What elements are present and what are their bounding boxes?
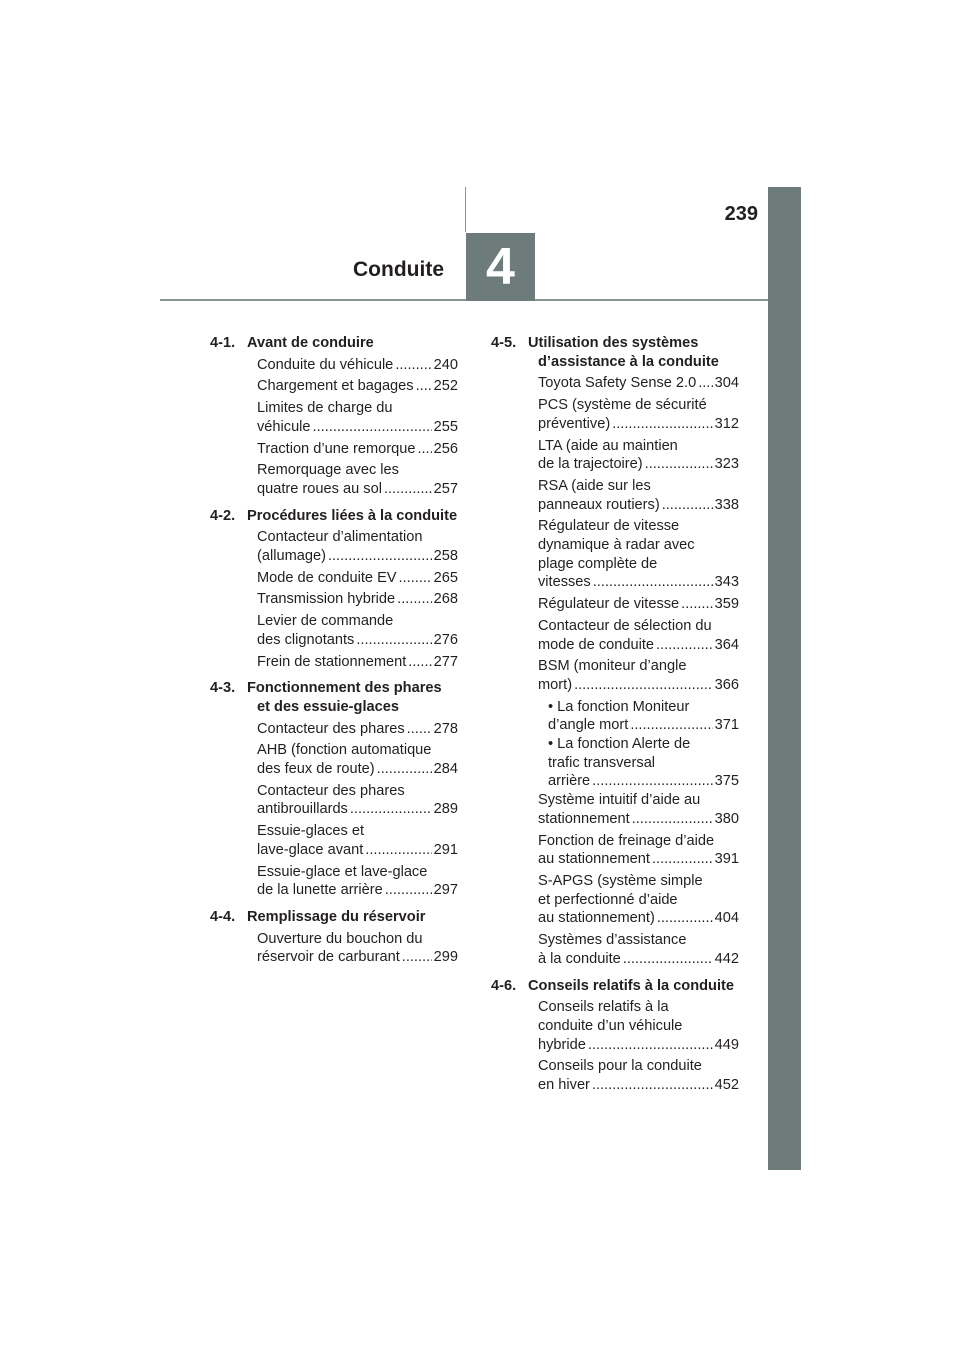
- chapter-title: Conduite: [353, 258, 444, 281]
- toc-entry-text: Essuie-glaces et: [257, 823, 365, 840]
- toc-entry-text: en hiver: [538, 1077, 590, 1094]
- dot-leader: [630, 716, 712, 735]
- section-spacer: [210, 970, 458, 975]
- dot-leader: [698, 374, 712, 393]
- toc-entry-line: [257, 377, 458, 396]
- toc-page-number[interactable]: 284: [433, 761, 458, 778]
- toc-entry[interactable]: [528, 931, 739, 968]
- toc-entry[interactable]: [528, 832, 739, 869]
- toc-entry-line: [548, 716, 739, 735]
- dot-leader: [416, 377, 432, 396]
- toc-page-number[interactable]: 255: [433, 418, 458, 435]
- toc-entry[interactable]: [528, 657, 739, 694]
- toc-page-number[interactable]: 359: [714, 596, 739, 613]
- toc-entry-line: [538, 595, 739, 614]
- toc-entry-text: lave-glace avant: [257, 841, 364, 858]
- toc-page-number[interactable]: 304: [714, 375, 739, 392]
- toc-entry-text: arrière: [548, 773, 591, 790]
- toc-entry-line: [538, 496, 739, 515]
- section-title: Utilisation des systèmes d’assistance à la conduite: [528, 335, 719, 370]
- toc-entry[interactable]: [528, 1057, 739, 1094]
- section-heading[interactable]: [210, 908, 458, 927]
- toc-page-number[interactable]: 312: [714, 415, 739, 432]
- chapter-side-tab: [768, 187, 801, 1170]
- toc-entry-line: [257, 590, 458, 609]
- section-number: 4-2.: [210, 507, 236, 524]
- section-number: 4-3.: [210, 680, 236, 697]
- toc-entry-text: antibrouillards: [257, 801, 348, 818]
- toc-page-number[interactable]: 449: [714, 1036, 739, 1053]
- toc-entry-line: [257, 841, 458, 860]
- dot-leader: [657, 909, 713, 928]
- toc-entry-text: Contacteur d’alimentation: [257, 529, 423, 546]
- header-divider-horizontal: [160, 299, 768, 301]
- toc-entry-text: à la conduite: [538, 950, 621, 967]
- toc-entry-text: des clignotants: [257, 631, 355, 648]
- toc-page-number[interactable]: 343: [714, 574, 739, 591]
- toc-entry-text: • La fonction Alerte de: [548, 736, 691, 753]
- header-divider-vertical: [465, 187, 466, 232]
- toc-entry-text: Contacteur des phares: [257, 782, 405, 799]
- dot-leader: [652, 850, 713, 869]
- toc-page-number[interactable]: 404: [714, 910, 739, 927]
- toc-entry-text: de la trajectoire): [538, 456, 643, 473]
- dot-leader: [612, 415, 712, 434]
- toc-entry-line: [548, 772, 739, 791]
- toc-entry[interactable]: [247, 930, 458, 967]
- toc-entry[interactable]: [247, 461, 458, 498]
- toc-entry-text: Ouverture du bouchon du: [257, 930, 423, 947]
- section-title: Procédures liées à la conduite: [247, 507, 458, 524]
- toc-entry-text: des feux de route): [257, 761, 375, 778]
- dot-leader: [623, 950, 713, 969]
- toc-entry-text: stationnement: [538, 810, 630, 827]
- toc-page-number[interactable]: 277: [433, 653, 458, 670]
- toc-entry-text: RSA (aide sur les: [538, 477, 651, 494]
- toc-entry-text: PCS (système de sécurité: [538, 397, 707, 414]
- toc-entry-text: hybride: [538, 1036, 586, 1053]
- toc-entry[interactable]: [247, 720, 458, 739]
- toc-entry[interactable]: [528, 617, 739, 654]
- toc-entry-text: (allumage): [257, 548, 326, 565]
- toc-entry-text: Transmission hybride: [257, 591, 396, 608]
- section-heading[interactable]: [210, 334, 458, 353]
- dot-leader: [395, 356, 431, 375]
- dot-leader: [593, 573, 713, 592]
- toc-entry[interactable]: [247, 440, 458, 459]
- section-title: Remplissage du réservoir: [247, 908, 426, 925]
- toc-page-number[interactable]: 452: [714, 1077, 739, 1094]
- dot-leader: [399, 569, 432, 588]
- toc-entry-text: plage complète de: [538, 555, 658, 572]
- toc-entry-text: de la lunette arrière: [257, 882, 383, 899]
- toc-entry-text: Contacteur des phares: [257, 720, 405, 737]
- toc-entry[interactable]: [528, 396, 739, 433]
- toc-sub-entry[interactable]: [528, 698, 739, 735]
- section-heading[interactable]: [491, 334, 739, 371]
- toc-entry[interactable]: [247, 356, 458, 375]
- dot-leader: [397, 590, 431, 609]
- toc-entry[interactable]: [528, 374, 739, 393]
- dot-leader: [365, 841, 431, 860]
- toc-entry-line: [257, 440, 458, 459]
- toc-entry[interactable]: [247, 822, 458, 859]
- section-spacer: [491, 1098, 739, 1103]
- dot-leader: [592, 772, 712, 791]
- toc-entry-line: [538, 1036, 739, 1055]
- toc-entry-line: [257, 418, 458, 437]
- toc-entry-line: [538, 573, 739, 592]
- toc-entry-text: AHB (fonction automatique: [257, 742, 432, 759]
- toc-entry-text: Mode de conduite EV: [257, 569, 397, 586]
- toc-entry[interactable]: [247, 569, 458, 588]
- toc-entry-text: Levier de commande: [257, 613, 394, 630]
- toc-entry[interactable]: [528, 872, 739, 928]
- dot-leader: [350, 800, 432, 819]
- toc-entry[interactable]: [247, 377, 458, 396]
- section-number: 4-6.: [491, 977, 517, 994]
- toc-entry-text: Contacteur de sélection du: [538, 617, 712, 634]
- toc-entry-text: dynamique à radar avec: [538, 537, 695, 554]
- toc-entry[interactable]: [247, 782, 458, 819]
- chapter-number-box: 4: [466, 233, 535, 301]
- toc-entry-text: Traction d’une remorque: [257, 440, 416, 457]
- toc-entry-line: [257, 948, 458, 967]
- toc-entry[interactable]: [247, 653, 458, 672]
- toc-entry-line: [538, 909, 739, 928]
- toc-right-column: [491, 334, 739, 1103]
- section-heading[interactable]: [210, 507, 458, 526]
- toc-entry-text: Régulateur de vitesse: [538, 596, 680, 613]
- toc-entry-text: LTA (aide au maintien: [538, 437, 678, 454]
- toc-entry[interactable]: [247, 399, 458, 436]
- section-number: 4-1.: [210, 335, 236, 351]
- toc-page-number[interactable]: 442: [714, 950, 739, 967]
- toc-page-number[interactable]: 375: [714, 773, 739, 790]
- dot-leader: [407, 720, 432, 739]
- section-number: 4-5.: [491, 335, 517, 351]
- toc-entry-text: d’angle mort: [548, 717, 629, 734]
- toc-entry-line: [257, 480, 458, 499]
- toc-entry-line: [257, 760, 458, 779]
- toc-entry-text: Remorquage avec les: [257, 462, 399, 479]
- toc-entry-text: Conseils pour la conduite: [538, 1058, 702, 1075]
- toc-entry-text: véhicule: [257, 418, 311, 435]
- toc-entry[interactable]: [247, 741, 458, 778]
- toc-page-number[interactable]: 364: [714, 636, 739, 653]
- section-title: Avant de conduire: [247, 335, 374, 351]
- dot-leader: [385, 881, 432, 900]
- dot-leader: [632, 810, 713, 829]
- toc-entry-text: Régulateur de vitesse: [538, 518, 680, 535]
- toc-page-number[interactable]: 380: [714, 810, 739, 827]
- toc-page-number[interactable]: 268: [433, 591, 458, 608]
- toc-entry-line: [257, 569, 458, 588]
- toc-entry-text: S-APGS (système simple: [538, 872, 703, 889]
- toc-entry[interactable]: [528, 477, 739, 514]
- toc-page-number[interactable]: 240: [433, 356, 458, 373]
- toc-page-number[interactable]: 371: [714, 717, 739, 734]
- toc-entry-text: Conduite du véhicule: [257, 356, 394, 373]
- toc-page-number[interactable]: 276: [433, 631, 458, 648]
- toc-page-number[interactable]: 278: [433, 720, 458, 737]
- toc-entry-text: réservoir de carburant: [257, 949, 400, 966]
- toc-entry[interactable]: [247, 863, 458, 900]
- toc-entry-line: [257, 881, 458, 900]
- toc-entry-text: Chargement et bagages: [257, 378, 414, 395]
- toc-page-number[interactable]: 291: [433, 841, 458, 858]
- dot-leader: [662, 496, 713, 515]
- toc-entry-line: [538, 810, 739, 829]
- toc-entry-line: [538, 374, 739, 393]
- toc-page-number[interactable]: 338: [714, 496, 739, 513]
- dot-leader: [417, 440, 431, 459]
- toc-entry-text: Système intuitif d’aide au: [538, 792, 701, 809]
- toc-entry[interactable]: [528, 595, 739, 614]
- toc-left-column: [210, 334, 458, 975]
- toc-page-number[interactable]: 366: [714, 676, 739, 693]
- toc-entry-text: mort): [538, 676, 573, 693]
- toc-entry-line: [538, 415, 739, 434]
- dot-leader: [313, 418, 432, 437]
- dot-leader: [384, 480, 432, 499]
- toc-entry-text: au stationnement): [538, 910, 655, 927]
- toc-entry-text: • La fonction Moniteur: [548, 698, 690, 715]
- toc-entry-line: [538, 950, 739, 969]
- dot-leader: [645, 455, 713, 474]
- section-heading[interactable]: [210, 679, 458, 716]
- toc-page-number[interactable]: 323: [714, 456, 739, 473]
- toc-entry[interactable]: [247, 528, 458, 565]
- section-heading[interactable]: [491, 977, 739, 996]
- toc-entry-line: [257, 356, 458, 375]
- dot-leader: [681, 595, 712, 614]
- toc-entry-text: trafic transversal: [548, 754, 656, 771]
- toc-entry-text: Fonction de freinage d’aide: [538, 832, 715, 849]
- toc-sub-entry[interactable]: [528, 735, 739, 791]
- page-number: 239: [724, 203, 758, 225]
- toc-entry-line: [257, 800, 458, 819]
- toc-entry-line: [538, 850, 739, 869]
- dot-leader: [588, 1036, 713, 1055]
- toc-entry-text: vitesses: [538, 574, 591, 591]
- toc-entry-text: et perfectionné d’aide: [538, 891, 678, 908]
- toc-entry-line: [257, 720, 458, 739]
- toc-entry-text: Toyota Safety Sense 2.0: [538, 375, 697, 392]
- toc-entry-text: conduite d’un véhicule: [538, 1017, 683, 1034]
- dot-leader: [574, 676, 713, 695]
- toc-entry-text: Frein de stationnement: [257, 653, 407, 670]
- toc-entry[interactable]: [247, 590, 458, 609]
- dot-leader: [656, 636, 713, 655]
- section-number: 4-4.: [210, 908, 236, 925]
- toc-entry-text: quatre roues au sol: [257, 480, 382, 497]
- dot-leader: [328, 547, 432, 566]
- section-title: Fonctionnement des phares et des essuie-glaces: [247, 680, 442, 715]
- toc-entry[interactable]: [528, 998, 739, 1054]
- dot-leader: [592, 1076, 713, 1095]
- toc-entry-line: [538, 455, 739, 474]
- section-title: Conseils relatifs à la conduite: [528, 977, 734, 994]
- toc-entry-line: [257, 631, 458, 650]
- toc-page-number[interactable]: 289: [433, 801, 458, 818]
- toc-entry-text: BSM (moniteur d’angle: [538, 658, 687, 675]
- toc-entry-line: [538, 636, 739, 655]
- toc-entry-line: [538, 1076, 739, 1095]
- toc-entry-text: Limites de charge du: [257, 400, 393, 417]
- toc-entry-line: [538, 676, 739, 695]
- toc-entry-text: panneaux routiers): [538, 496, 660, 513]
- toc-entry-text: Conseils relatifs à la: [538, 999, 669, 1016]
- dot-leader: [356, 631, 431, 650]
- toc-entry-text: Systèmes d’assistance: [538, 932, 687, 949]
- dot-leader: [408, 653, 431, 672]
- toc-entry[interactable]: [528, 517, 739, 592]
- toc-page-number[interactable]: 258: [433, 548, 458, 565]
- toc-entry-line: [257, 653, 458, 672]
- toc-page-number[interactable]: 257: [433, 480, 458, 497]
- toc-page-number[interactable]: 265: [433, 569, 458, 586]
- toc-entry[interactable]: [528, 791, 739, 828]
- toc-entry[interactable]: [247, 612, 458, 649]
- toc-entry-text: Essuie-glace et lave-glace: [257, 863, 428, 880]
- toc-page-number[interactable]: 256: [433, 440, 458, 457]
- toc-entry-text: mode de conduite: [538, 636, 655, 653]
- toc-entry-text: au stationnement: [538, 851, 650, 868]
- toc-entry-line: [257, 547, 458, 566]
- toc-entry[interactable]: [528, 437, 739, 474]
- toc-entry-text: préventive): [538, 415, 611, 432]
- toc-page-number[interactable]: 391: [714, 851, 739, 868]
- toc-page-number[interactable]: 299: [433, 949, 458, 966]
- toc-page-number[interactable]: 297: [433, 882, 458, 899]
- dot-leader: [402, 948, 432, 967]
- toc-page-number[interactable]: 252: [433, 378, 458, 395]
- dot-leader: [377, 760, 432, 779]
